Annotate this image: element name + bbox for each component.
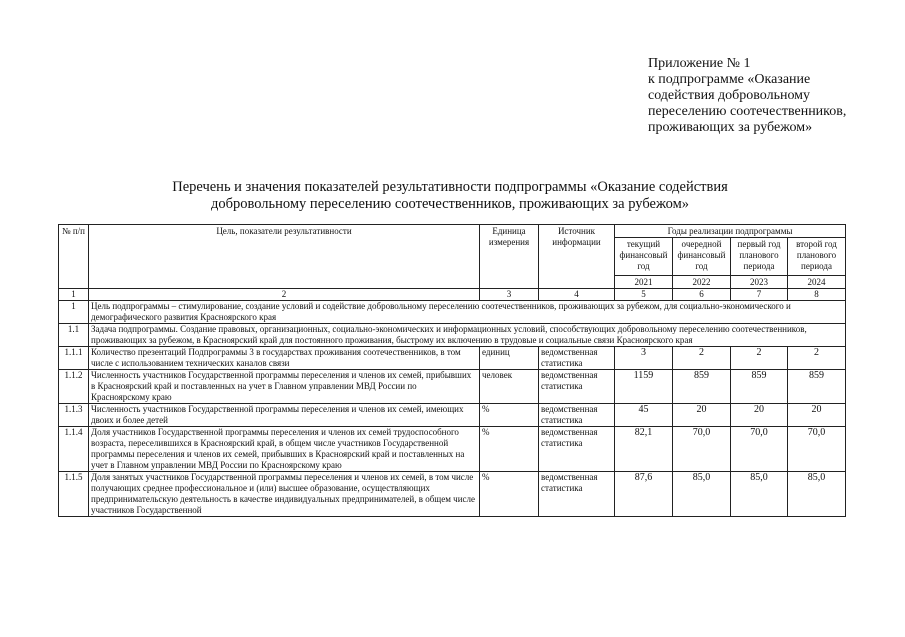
year-value: 20 [788, 404, 846, 427]
indicator-name: Количество презентаций Подпрограммы 3 в государствах проживания соотечественников, в том числе с использованием технических каналов связи [89, 347, 480, 370]
appendix-line: переселению соотечественников, [648, 104, 847, 119]
indicator-name: Численность участников Государственной программы переселения и членов их семей, прибывших в Красноярский край и поставленных на учет в Главном управлении МВД России по Красноярскому краю [89, 370, 480, 404]
year-value: 3 [615, 347, 673, 370]
header-year: 2022 [673, 276, 731, 289]
header-period: текущий финансовый год [615, 238, 673, 276]
header-year: 2021 [615, 276, 673, 289]
source: ведомственная статистика [539, 472, 615, 517]
appendix-note [648, 56, 898, 136]
row-section-text: Задача подпрограммы. Создание правовых, организационных, социально-экономических и информационных условий, способствующих добровольному переселению соотечественников, проживающих за рубежом, в Красноярский край для постоянного проживания, быстрому их включению в трудовые и социальные связи Красноярского края [89, 324, 846, 347]
year-value: 70,0 [731, 427, 788, 472]
header-period: очередной финансовый год [673, 238, 731, 276]
column-number: 7 [731, 289, 788, 301]
year-value: 45 [615, 404, 673, 427]
year-value: 85,0 [788, 472, 846, 517]
year-value: 859 [673, 370, 731, 404]
appendix-line: проживающих за рубежом» [648, 120, 813, 135]
column-number: 4 [539, 289, 615, 301]
source: ведомственная статистика [539, 404, 615, 427]
source: ведомственная статистика [539, 427, 615, 472]
year-value: 87,6 [615, 472, 673, 517]
year-value: 20 [731, 404, 788, 427]
year-value: 82,1 [615, 427, 673, 472]
indicator-name: Доля занятых участников Государственной программы переселения и членов их семей, в том числе получающих среднее профессиональное и (или) высшее образование, осуществляющих предпринимательскую деятельность в качестве индивидуальных предпринимателей, в общем числе участников Государственной [89, 472, 480, 517]
table-row [59, 370, 846, 404]
year-value: 20 [673, 404, 731, 427]
column-number: 6 [673, 289, 731, 301]
row-section-text: Цель подпрограммы – стимулирование, создание условий и содействие добровольному переселению соотечественников, проживающих за рубежом, для социально-экономического и демографического развития Красноярского края [89, 301, 846, 324]
row-number: 1.1.1 [59, 347, 89, 370]
header-num: № п/п [59, 225, 89, 289]
unit: человек [480, 370, 539, 404]
year-value: 2 [731, 347, 788, 370]
appendix-line: содействия добровольному [648, 88, 811, 103]
table-row [59, 427, 846, 472]
appendix-line: Приложение № 1 [648, 56, 751, 71]
unit: % [480, 427, 539, 472]
year-value: 70,0 [788, 427, 846, 472]
year-value: 859 [788, 370, 846, 404]
indicator-name: Доля участников Государственной программы переселения и членов их семей трудоспособного возраста, переселившихся в Красноярский край, в общем числе участников Государственной программы переселения и членов их семей, прибывших в Красноярский край и поставленных на учет в Главном управлении МВД России по Красноярскому краю [89, 427, 480, 472]
column-number: 5 [615, 289, 673, 301]
header-period: второй год планового периода [788, 238, 846, 276]
header-goal: Цель, показатели результативности [89, 225, 480, 289]
column-number: 8 [788, 289, 846, 301]
year-value: 2 [788, 347, 846, 370]
document-title-line: Перечень и значения показателей результативности подпрограммы «Оказание содействия [172, 179, 728, 195]
year-value: 85,0 [673, 472, 731, 517]
indicators-table [58, 224, 846, 517]
header-years-group: Годы реализации подпрограммы [615, 225, 846, 238]
year-value: 70,0 [673, 427, 731, 472]
header-source: Источник информации [539, 225, 615, 289]
document-title-line: добровольному переселению соотечественников, проживающих за рубежом» [210, 196, 690, 212]
column-number: 3 [480, 289, 539, 301]
table-row [59, 347, 846, 370]
year-value: 1159 [615, 370, 673, 404]
row-number: 1.1.4 [59, 427, 89, 472]
header-year: 2024 [788, 276, 846, 289]
row-number: 1 [59, 301, 89, 324]
header-unit: Единица измерения [480, 225, 539, 289]
column-number: 2 [89, 289, 480, 301]
table-section-row [59, 324, 846, 347]
row-number: 1.1 [59, 324, 89, 347]
row-number: 1.1.3 [59, 404, 89, 427]
unit: % [480, 404, 539, 427]
row-number: 1.1.2 [59, 370, 89, 404]
column-number: 1 [59, 289, 89, 301]
header-year: 2023 [731, 276, 788, 289]
row-number: 1.1.5 [59, 472, 89, 517]
document-title [120, 179, 780, 213]
indicator-name: Численность участников Государственной программы переселения и членов их семей, имеющих двоих и более детей [89, 404, 480, 427]
source: ведомственная статистика [539, 347, 615, 370]
header-period: первый год планового периода [731, 238, 788, 276]
year-value: 85,0 [731, 472, 788, 517]
year-value: 859 [731, 370, 788, 404]
table-header-row [59, 225, 846, 238]
table-section-row [59, 301, 846, 324]
unit: единиц [480, 347, 539, 370]
unit: % [480, 472, 539, 517]
table-row [59, 404, 846, 427]
appendix-line: к подпрограмме «Оказание [648, 72, 811, 87]
source: ведомственная статистика [539, 370, 615, 404]
table-row [59, 472, 846, 517]
column-number-row [59, 289, 846, 301]
year-value: 2 [673, 347, 731, 370]
